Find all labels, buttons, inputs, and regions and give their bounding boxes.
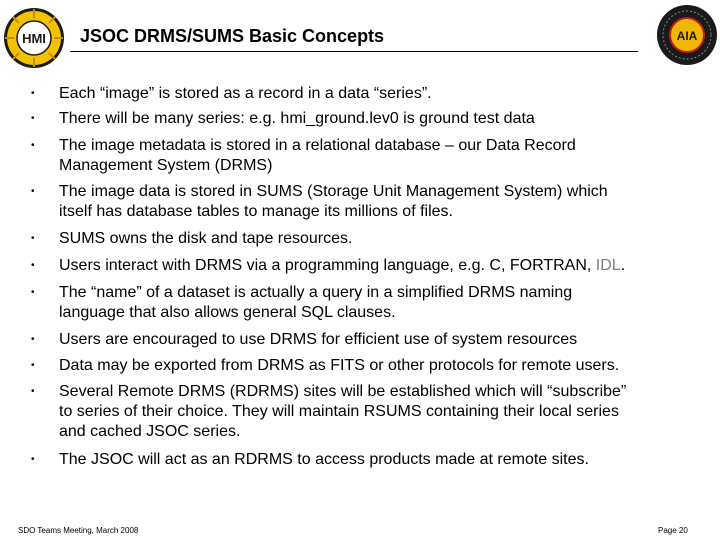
footer-page-number: Page 20 [658,526,688,535]
bullet-text: Data may be exported from DRMS as FITS or other protocols for remote users. [59,357,620,374]
aia-logo-icon [656,4,718,66]
bullet-marker: • [31,454,35,465]
bullet-text: There will be many series: e.g. hmi_ground.lev0 is ground test data [59,110,535,127]
bullet-text: Users are encouraged to use DRMS for efficient use of system resources [59,331,578,348]
bullet-marker: • [31,186,35,197]
bullet-text-part: . [620,257,626,274]
bullet-marker: • [31,113,35,124]
bullet-text [59,256,709,276]
bullet-marker: • [31,334,35,345]
bullet-marker: • [31,140,35,151]
bullet-text: Each “image” is stored as a record in a data “series”. [59,85,432,102]
bullet-text: The JSOC will act as an RDRMS to access products made at remote sites. [59,451,589,468]
bullet-marker: • [31,260,35,271]
bullet-text-part: Users interact with DRMS via a programming language, e.g. C, FORTRAN, [59,257,596,274]
hmi-logo-icon [2,6,66,70]
idl-highlight: IDL [595,257,621,274]
bullet-marker: • [31,360,35,371]
bullet-text: SUMS owns the disk and tape resources. [59,230,353,247]
bullet-text: The “name” of a dataset is actually a query in a simplified DRMS naming language that also allows general SQL clauses. [59,284,573,321]
bullet-marker: • [31,386,35,397]
slide-title: JSOC DRMS/SUMS Basic Concepts [80,26,385,46]
hmi-logo-text: HMI [22,31,46,46]
title-rule [70,51,638,52]
bullet-marker: • [31,88,35,99]
footer-meeting: SDO Teams Meeting, March 2008 [18,526,139,535]
bullet-marker: • [31,287,35,298]
bullet-text: The image data is stored in SUMS (Storage Unit Management System) which itself has database tables to manage its millions of files. [59,183,608,220]
bullet-marker: • [31,233,35,244]
aia-logo-text: AIA [676,29,698,43]
bullet-text: Several Remote DRMS (RDRMS) sites will be established which will “subscribe” to series of their choice. They will maintain RSUMS containing their local series and cached JSOC series. [59,383,627,440]
bullet-text: The image metadata is stored in a relational database – our Data Record Management System (DRMS) [59,137,576,174]
